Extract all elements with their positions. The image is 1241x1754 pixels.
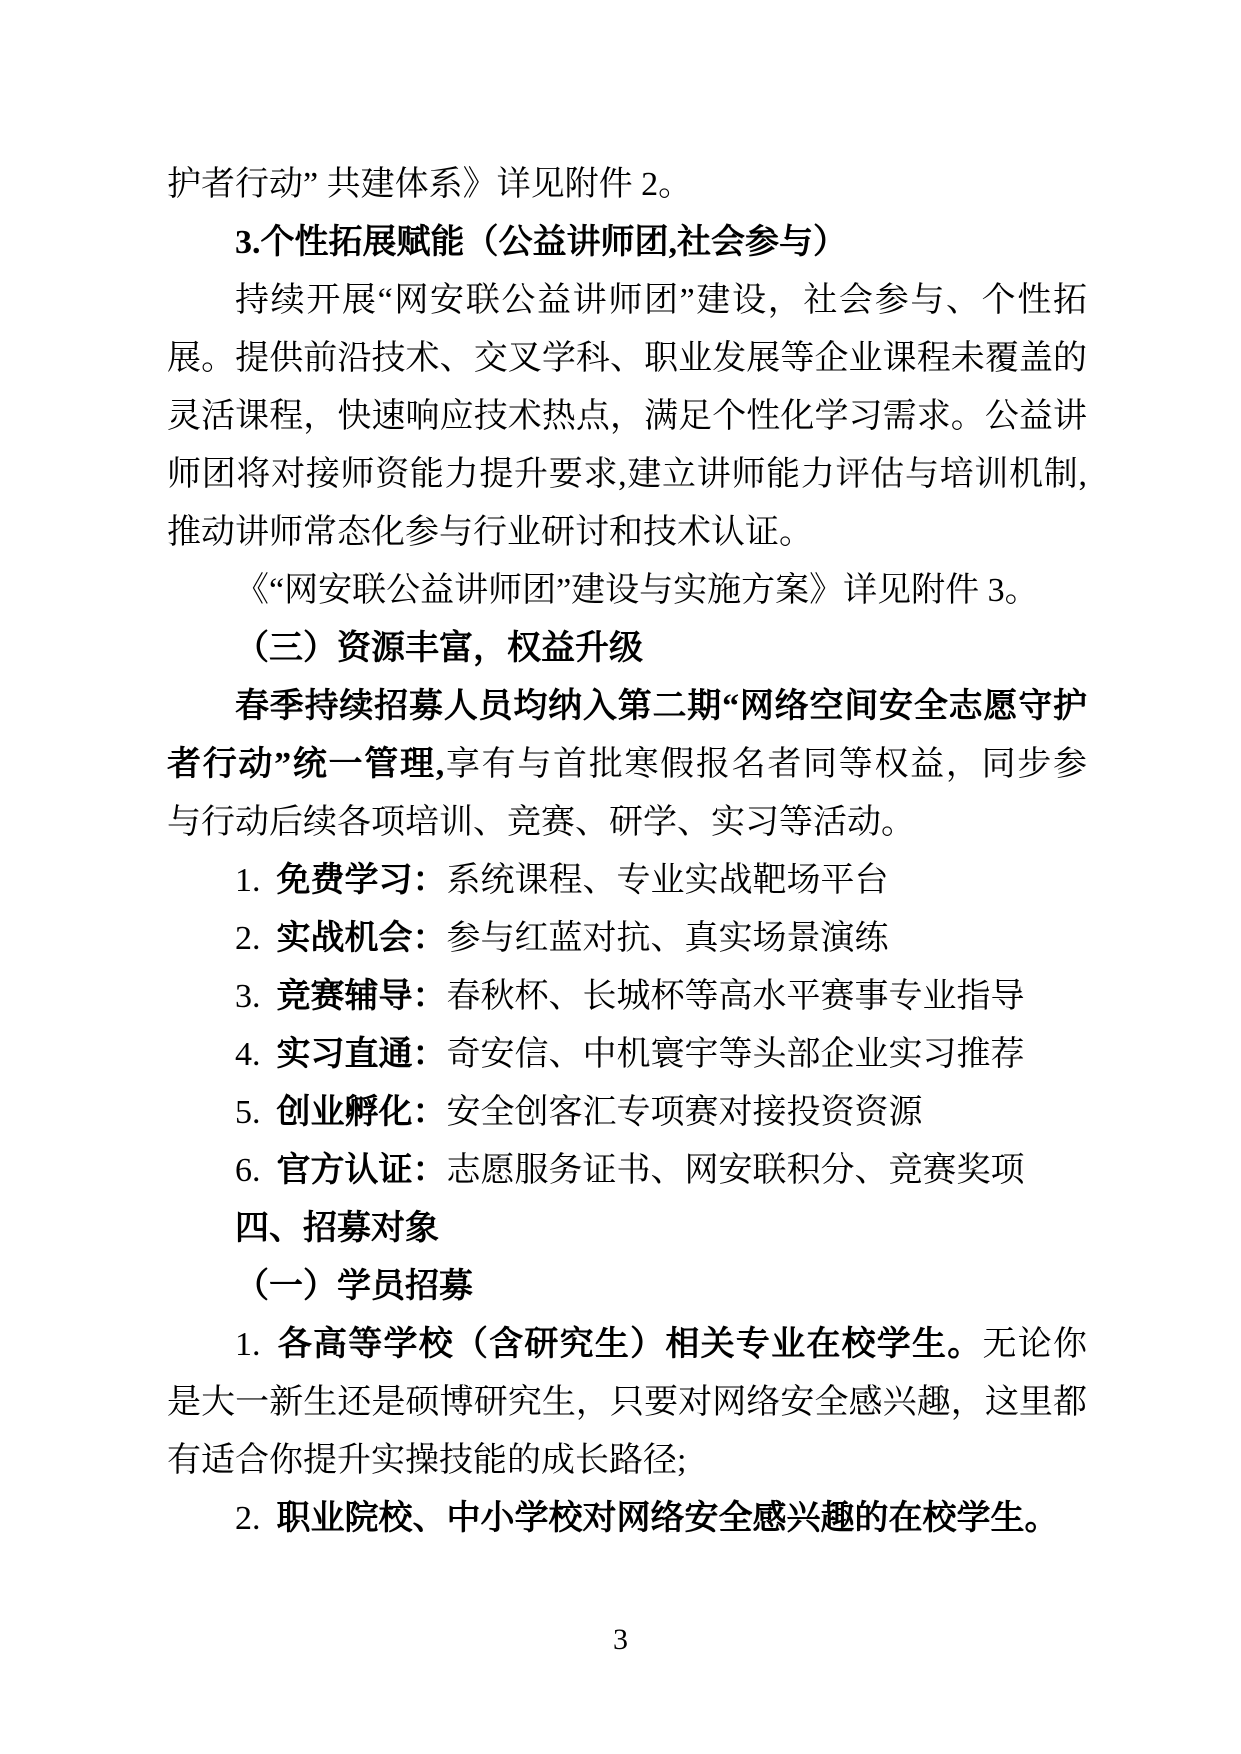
text-segment-bold: 创业孵化： (276, 1094, 447, 1131)
text-line (167, 330, 1087, 388)
text-segment: 护者行动” 共建体系》详见附件 2。 (167, 166, 693, 203)
text-line (167, 736, 1087, 794)
text-line (167, 852, 1087, 910)
text-segment: 持续开展“网安联公益讲师团”建设，社会参与、个性拓 (235, 282, 1087, 319)
text-segment-bold: 实习直通： (276, 1036, 447, 1073)
text-segment: 有适合你提升实操技能的成长路径; (167, 1442, 687, 1479)
page-number: 3 (613, 1623, 628, 1656)
text-line (167, 562, 1087, 620)
text-segment-bold: 职业院校、中小学校对网络安全感兴趣的在校学生。 (276, 1500, 1059, 1537)
text-line (167, 1142, 1087, 1200)
text-line (167, 156, 1087, 214)
text-line (167, 504, 1087, 562)
list-number: 1. (235, 1326, 261, 1363)
text-line (167, 968, 1087, 1026)
text-segment: 是大一新生还是硕博研究生，只要对网络安全感兴趣，这里都 (167, 1384, 1087, 1421)
text-segment-bold: 免费学习： (276, 862, 447, 899)
text-segment: 展。提供前沿技术、交叉学科、职业发展等企业课程未覆盖的 (167, 340, 1087, 377)
list-number: 1. (235, 862, 261, 899)
text-segment: 奇安信、中机寰宇等头部企业实习推荐 (446, 1036, 1025, 1073)
text-segment: 安全创客汇专项赛对接投资资源 (446, 1094, 923, 1131)
text-line (167, 1490, 1087, 1548)
text-segment-bold: 实战机会： (276, 920, 447, 957)
text-segment-bold: 各高等学校（含研究生）相关专业在校学生。 (276, 1326, 983, 1363)
text-line (167, 1026, 1087, 1084)
text-segment: 系统课程、专业实战靶场平台 (446, 862, 889, 899)
text-line (167, 214, 1087, 272)
text-line (167, 678, 1087, 736)
text-line (167, 272, 1087, 330)
text-line (167, 1432, 1087, 1490)
text-line (167, 794, 1087, 852)
text-segment-bold: 四、招募对象 (235, 1210, 439, 1247)
text-line (167, 1258, 1087, 1316)
text-segment: 享有与首批寒假报名者同等权益，同步参 (444, 746, 1087, 783)
list-number: 6. (235, 1152, 261, 1189)
text-segment: 春秋杯、长城杯等高水平赛事专业指导 (446, 978, 1025, 1015)
text-segment-bold: （三）资源丰富，权益升级 (235, 630, 643, 667)
text-segment-bold: 竞赛辅导： (276, 978, 447, 1015)
text-segment-bold: 3.个性拓展赋能（公益讲师团,社会参与） (235, 224, 847, 261)
text-segment-bold: （一）学员招募 (235, 1268, 473, 1305)
text-segment-bold: 春季持续招募人员均纳入第二期“网络空间安全志愿守护 (235, 688, 1087, 725)
text-line (167, 446, 1087, 504)
text-segment: 推动讲师常态化参与行业研讨和技术认证。 (167, 514, 813, 551)
text-line (167, 1316, 1087, 1374)
document-body (167, 156, 1087, 1548)
text-segment: 师团将对接师资能力提升要求,建立讲师能力评估与培训机制, (167, 456, 1087, 493)
text-segment: 无论你 (982, 1326, 1087, 1363)
text-line (167, 1374, 1087, 1432)
text-segment-bold: 官方认证： (276, 1152, 447, 1189)
list-number: 4. (235, 1036, 261, 1073)
list-number: 2. (235, 920, 261, 957)
text-segment-bold: 者行动”统一管理, (167, 746, 445, 783)
list-number: 3. (235, 978, 261, 1015)
text-segment: 志愿服务证书、网安联积分、竞赛奖项 (446, 1152, 1025, 1189)
text-line (167, 1200, 1087, 1258)
list-number: 2. (235, 1500, 261, 1537)
list-number: 5. (235, 1094, 261, 1131)
text-line (167, 388, 1087, 446)
text-segment: 《“网安联公益讲师团”建设与实施方案》详见附件 3。 (235, 572, 1039, 609)
text-segment: 灵活课程，快速响应技术热点，满足个性化学习需求。公益讲 (167, 398, 1087, 435)
text-segment: 与行动后续各项培训、竞赛、研学、实习等活动。 (167, 804, 915, 841)
text-line (167, 1084, 1087, 1142)
text-line (167, 620, 1087, 678)
text-segment: 参与红蓝对抗、真实场景演练 (446, 920, 889, 957)
text-line (167, 910, 1087, 968)
